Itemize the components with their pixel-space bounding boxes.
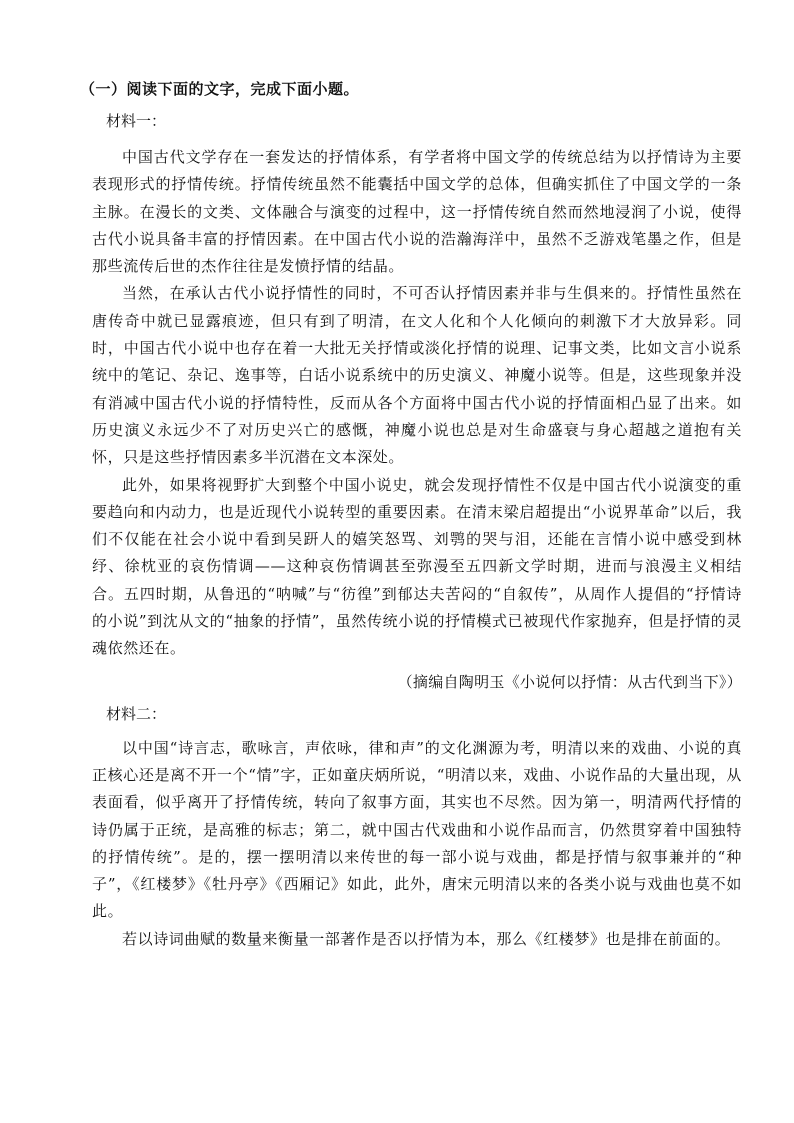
section-heading: （一）阅读下面的文字，完成下面小题。	[80, 80, 360, 98]
material-one-paragraph-2: 当然，在承认古代小说抒情性的同时，不可否认抒情因素并非与生俱来的。抒情性虽然在唐传奇中就已显露痕迹，但只有到了明清，在文人化和个人化倾向的刺激下才大放异彩。同时，中国古代小说中也存在着一大批无关抒情或淡化抒情的说理、记事文类，比如文言小说系统中的笔记、杂记、逸事等，白话小说系统中的历史演义、神魔小说等。但是，这些现象并没有消减中国古代小说的抒情特性，反而从各个方面将中国古代小说的抒情面相凸显了出来。如历史演义永远少不了对历史兴亡的感慨，神魔小说也总是对生命盛衰与身心超越之道抱有关怀，只是这些抒情因素多半沉潜在文本深处。	[92, 284, 742, 467]
material-two-paragraph-2: 若以诗词曲赋的数量来衡量一部著作是否以抒情为本，那么《红楼梦》也是排在前面的。	[122, 929, 731, 948]
material-one-paragraph-1: 中国古代文学存在一套发达的抒情体系，有学者将中国文学的传统总结为以抒情诗为主要表现形式的抒情传统。抒情传统虽然不能囊括中国文学的总体，但确实抓住了中国文学的一条主脉。在漫长的文类、文体融合与演变的过程中，这一抒情传统自然而然地浸润了小说，使得古代小说具备丰富的抒情因素。在中国古代小说的浩瀚海洋中，虽然不乏游戏笔墨之作，但是那些流传后世的杰作往往是发愤抒情的结晶。	[92, 148, 742, 276]
material-one-paragraph-3: 此外，如果将视野扩大到整个中国小说史，就会发现抒情性不仅是中国古代小说演变的重要趋向和内动力，也是近现代小说转型的重要因素。在清末梁启超提出“小说界革命”以后，我们不仅能在社会小说中看到吴趼人的嬉笑怒骂、刘鹗的哭与泪，还能在言情小说中感受到林纾、徐枕亚的哀伤情调——这种哀伤情调甚至弥漫至五四新文学时期，进而与浪漫主义相结合。五四时期，从鲁迅的“呐喊”与“彷徨”到郁达夫苦闷的“自叙传”，从周作人提倡的“抒情诗的小说”到沈从文的“抽象的抒情”，虽然传统小说的抒情模式已被现代作家抛弃，但是抒情的灵魂依然还在。	[92, 475, 742, 658]
material-one-label: 材料一：	[106, 112, 167, 130]
material-two-label: 材料二：	[106, 704, 167, 723]
material-one-source: （摘编自陶明玉《小说何以抒情：从古代到当下》）	[397, 672, 742, 691]
material-two-paragraph-1: 以中国“诗言志，歌咏言，声依咏，律和声”的文化渊源为考，明清以来的戏曲、小说的真正核心还是离不开一个“情”字，正如童庆炳所说，“明清以来，戏曲、小说作品的大量出现，从表面看，似乎离开了抒情传统，转向了叙事方面，其实也不尽然。因为第一，明清两代抒情的诗仍属于正统，是高雅的标志；第二，就中国古代戏曲和小说作品而言，仍然贯穿着中国独特的抒情传统”。是的，摆一摆明清以来传世的每一部小说与戏曲，都是抒情与叙事兼并的“种子”，《红楼梦》《牡丹亭》《西厢记》如此，此外，唐宋元明清以来的各类小说与戏曲也莫不如此。	[92, 738, 742, 921]
document-content	[80, 78, 742, 953]
